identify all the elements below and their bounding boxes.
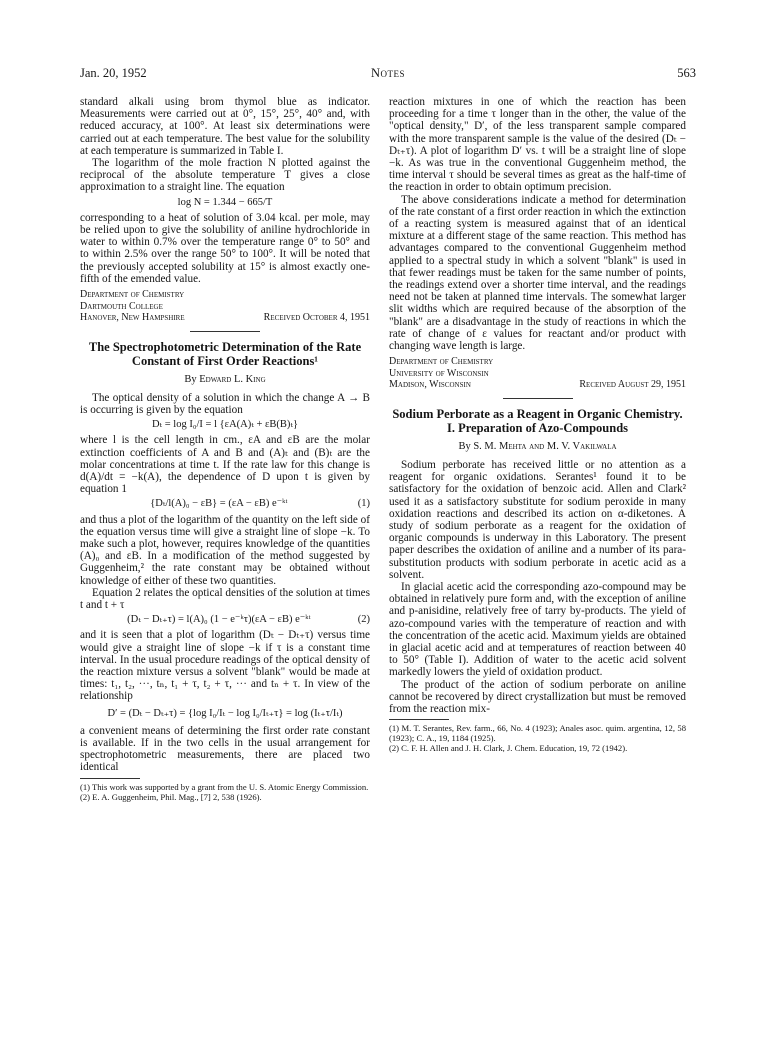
header-date: Jan. 20, 1952 — [80, 66, 147, 80]
article-title: Sodium Perborate as a Reagent in Organic Chemistry. I. Preparation of Azo-Compounds — [392, 406, 683, 435]
equation-text: (Dₜ − Dₜ₊τ) = l(A)₀ (1 − e⁻ᵏτ)(εA − εB) e⁻ᵏᵗ — [127, 614, 311, 626]
equation-text: {Dₜ/l(A)₀ − εB} = (εA − εB) e⁻ᵏᵗ — [150, 498, 288, 510]
paragraph: a convenient means of determining the first order rate constant is available. If in the two cells in the usual arrangement for spectrophotometric measurements, there are placed two identical — [80, 724, 370, 774]
paragraph: The logarithm of the mole fraction N plotted against the reciprocal of the absolute temperature T gives a close approximation to a straight line. The equation — [80, 157, 370, 194]
author-name: S. M. Mehta and M. V. Vakilwala — [473, 440, 617, 452]
author-name: Edward L. King — [199, 373, 266, 385]
byline — [80, 374, 370, 386]
footnote: (2) C. F. H. Allen and J. H. Clark, J. Chem. Education, 19, 72 (1942). — [389, 743, 628, 754]
received-date: Received August 29, 1951 — [579, 379, 686, 391]
equation-1 — [80, 498, 370, 510]
paragraph: where l is the cell length in cm., εA and εB are the molar extinction coefficients of A and B and (A)ₜ and (B)ₜ are the molar concentrations at time t. If the rate law for this change is d(A)/dt = −k(A), the dependence of D upon t is given by equation 1 — [80, 434, 370, 496]
divider — [190, 331, 260, 332]
byline-prefix: By — [458, 440, 471, 452]
header-section: Notes — [370, 66, 406, 80]
paragraph: The above considerations indicate a method for determination of the rate constant of a first order reaction in which the extinction of a reacting system is measured against that of an identical mixture at a different stage of the same reaction. This method has advantages compared to the conventional Guggenheim method applied to a spectral study in which a solvent "blank" is used in that fewer readings must be taken for the same number of points, the readings extend over a shorter time interval, and the readings need not be taken at planned time intervals. The somewhat larger slit widths which are required because of the absorption of the "blank" are a disadvantage in the study of reactions in which the rate of change of ε values for reactant and/or product with changing wave length is large. — [389, 193, 686, 353]
footnote: (1) This work was supported by a grant from the U. S. Atomic Energy Commission. — [80, 781, 369, 792]
article-title: The Spectrophotometric Determination of the Rate Constant of First Order Reactions¹ — [88, 339, 362, 368]
equation-number: (1) — [357, 498, 370, 510]
equation-d: Dₜ = log I₀/I = l {εA(A)ₜ + εB(B)ₜ} — [151, 419, 299, 431]
affiliation-line: University of Wisconsin — [389, 367, 489, 379]
paragraph: The optical density of a solution in which the change A → B is occurring is given by the equation — [80, 391, 370, 416]
footnote-divider — [80, 778, 140, 779]
right-column — [389, 96, 686, 753]
paragraph: Sodium perborate has received little or no attention as a reagent for organic oxidations. Serantes¹ found it to be satisfactory for the oxidation of benzoic acid. Allen and Clark² used it as a satisfactory substitute for sodium peroxide in many oxidation reactions and described its action on α-diketones. A study of sodium perborate as a reagent for the oxidation of organic compounds is underway in this Laboratory. The present paper describes the oxidation of aniline and a number of its para-substitution products with sodium perborate in acetic acid as a solvent. — [389, 458, 686, 581]
footnote: (1) M. T. Serantes, Rev. farm., 66, No. 4 (1923); Anales asoc. quim. argentina, 12, 58 (1923); C. A., 19, 1184 (1925). — [389, 723, 686, 744]
affiliation-line: Hanover, New Hampshire — [80, 312, 185, 324]
byline-prefix: By — [184, 373, 197, 385]
affiliation-line: Dartmouth College — [80, 300, 163, 312]
affiliation — [389, 356, 686, 391]
page-number: 563 — [677, 66, 696, 80]
byline — [389, 441, 686, 453]
paragraph: In glacial acetic acid the corresponding azo-compound may be obtained in relatively pure form and, with the exception of aniline and p-anisidine, relatively free of tarry by-products. The yield of azo-compound varies with the temperature of reaction and with the concentration of the acetic acid. Maximum yields are obtained in glacial acetic acid and at temperatures of reaction between 40 to 50° (Table I). Addition of water to the acetic acid solvent markedly lowers the yield of oxidation product. — [389, 581, 686, 679]
footnote-divider — [389, 719, 449, 720]
paragraph: and it is seen that a plot of logarithm (Dₜ − Dₜ₊τ) versus time would give a straight line of slope −k if τ is a constant time interval. In the usual procedure readings of the optical density of the reaction mixture versus a solvent "blank" would be made at times: t₁, t₂, ···, tₙ, t₁ + τ, t₂ + τ, ··· and tₙ + τ. In view of the relationship — [80, 629, 370, 703]
equation-3: D′ = (Dₜ − Dₜ₊τ) = {log I₀/Iₜ − log I₀/Iₜ₊τ} = log (Iₜ₊τ/Iₜ) — [107, 707, 343, 719]
equation-2 — [80, 614, 370, 626]
affiliation-line: Department of Chemistry — [389, 356, 494, 368]
paragraph: and thus a plot of the logarithm of the quantity on the left side of the equation versus time will give a straight line of slope −k. To make such a plot, however, requires knowledge of the quantities (A)₀ and εB. In a modification of the method suggested by Guggenheim,² the rate constant may be obtained without knowledge of either of these two quantities. — [80, 513, 370, 587]
paragraph: The product of the action of sodium perborate on aniline cannot be recovered by direct crystallization but must be removed from the reaction mix- — [389, 678, 686, 716]
paragraph: Equation 2 relates the optical densities of the solution at times t and t + τ — [80, 586, 370, 611]
paragraph: standard alkali using brom thymol blue as indicator. Measurements were carried out at 0°, 15°, 25°, 40° and, with reduced accuracy, at 100°. At least six determinations were carried out at each temperature. The best value for the solubility at each temperature is summarized in Table I. — [80, 96, 370, 157]
equation-log: log N = 1.344 − 665/T — [177, 196, 273, 208]
equation-number: (2) — [357, 614, 370, 626]
paragraph: corresponding to a heat of solution of 3.04 kcal. per mole, may be relied upon to give the solubility of aniline hydrochloride in water to within 0.7% over the temperature range 0° to 50° and to within 2.5% over the range 50° to 100°. It will be noted that the previously accepted solubility at 15° is almost exactly one-fifth of the emended value. — [80, 211, 370, 285]
received-date: Received October 4, 1951 — [263, 312, 370, 324]
affiliation — [80, 289, 370, 324]
footnote: (2) E. A. Guggenheim, Phil. Mag., [7] 2, 538 (1926). — [80, 791, 262, 802]
affiliation-line: Madison, Wisconsin — [389, 379, 471, 391]
page-header — [80, 66, 696, 82]
affiliation-line: Department of Chemistry — [80, 289, 185, 301]
paragraph: reaction mixtures in one of which the reaction has been proceeding for a time τ longer than in the other, the value of the "optical density," D′, of the less transparent sample compared with the more transparent sample is the value of the desired (Dₜ − Dₜ₊τ). A plot of logarithm D′ vs. t will be a straight line of slope −k. As was true in the conventional Guggenheim method, the time interval τ should be several times as great as the half-time of the reaction in order to obtain optimum precision. — [389, 96, 686, 194]
left-column — [80, 96, 370, 802]
divider — [503, 398, 573, 399]
